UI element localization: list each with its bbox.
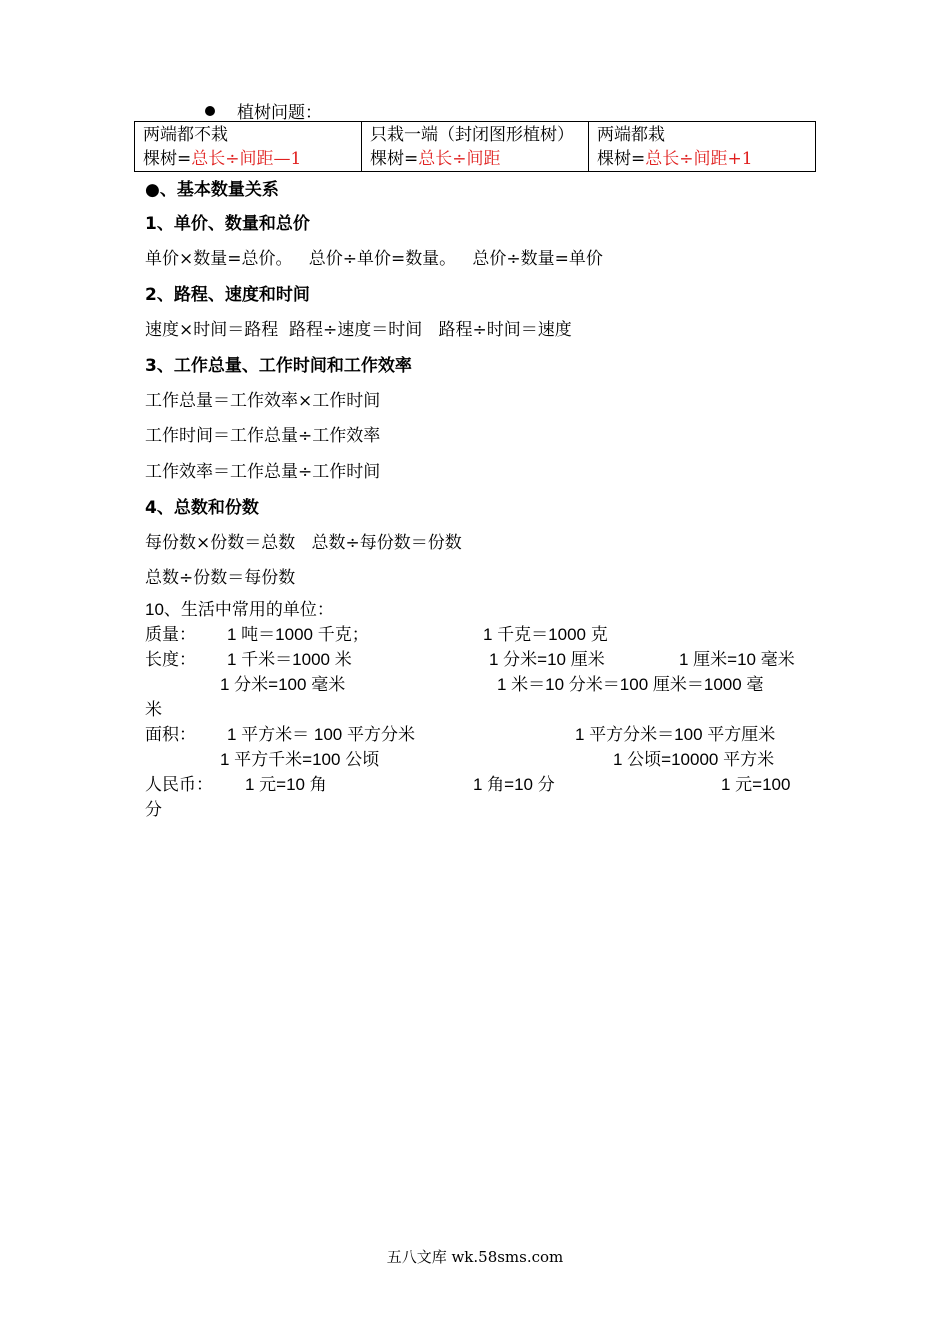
length-row [145,647,825,672]
formula-label: 棵树= [370,149,419,169]
formula-text: 总长÷间距—1 [191,149,302,169]
length-unit-wrap: 米 [145,700,162,719]
area-unit: 1 平方千米=100 公顷 [220,750,380,769]
rmb-unit: 1 元=10 角 [245,775,327,794]
formula-label: 棵树= [597,149,646,169]
cell-heading: 两端都栽 [597,125,665,145]
section-2-title: 2、路程、速度和时间 [145,285,310,305]
mass-row [145,622,825,647]
formula-text: 总长÷间距+1 [645,149,753,169]
length-unit: 1 米＝10 分米＝100 厘米＝1000 毫 [497,675,764,694]
length-unit: 1 厘米=10 毫米 [679,650,795,669]
mass-unit: 1 千克＝1000 克 [483,625,608,644]
page-footer: 五八文库 wk.58sms.com [386,1248,564,1266]
length-unit: 1 千米＝1000 米 [227,650,352,669]
mass-label: 质量： [145,625,196,644]
section-3-title: 3、工作总量、工作时间和工作效率 [145,356,412,376]
rmb-row-wrap [145,797,825,822]
formula-text: 总长÷间距 [418,149,501,169]
rmb-unit: 1 元=100 [721,775,791,794]
table-cell [135,122,362,172]
table-cell [362,122,589,172]
table-cell [589,122,816,172]
length-unit: 1 分米=100 毫米 [220,675,346,694]
bullet-icon [205,106,215,116]
formula-label: 棵树= [143,149,192,169]
rmb-unit-wrap: 分 [145,800,162,819]
tree-problem-title: 植树问题： [237,103,322,123]
area-unit: 1 公顷=10000 平方米 [613,750,775,769]
area-unit: 1 平方米＝ 100 平方分米 [227,725,415,744]
length-label: 长度： [145,650,196,669]
tree-problem-table [134,121,816,172]
section-1-line: 单价×数量=总价。 总价÷单价=数量。 总价÷数量=单价 [145,249,603,269]
area-unit: 1 平方分米＝100 平方厘米 [575,725,776,744]
cell-formula-line [370,147,582,171]
area-row [145,722,825,747]
tree-problem-heading [205,98,322,123]
table-row [135,122,816,172]
area-row-2 [145,747,825,772]
section-4-line: 总数÷份数＝每份数 [145,568,296,588]
rmb-row [145,772,825,797]
cell-formula-line [597,147,809,171]
section-3-line: 工作时间＝工作总量÷工作效率 [145,426,381,446]
length-row-wrap [145,697,825,722]
length-unit: 1 分米=10 厘米 [489,650,605,669]
rmb-label: 人民币： [145,775,213,794]
section-4-line: 每份数×份数＝总数 总数÷每份数＝份数 [145,533,462,553]
section-4-title: 4、总数和份数 [145,498,259,518]
section-3-line: 工作总量＝工作效率×工作时间 [145,391,381,411]
units-section [145,597,825,822]
rmb-unit: 1 角=10 分 [473,775,555,794]
length-row-2 [145,672,825,697]
cell-heading: 只栽一端（封闭图形植树） [370,125,574,145]
section-1-title: 1、单价、数量和总价 [145,214,310,234]
cell-formula-line [143,147,355,171]
units-title: 10、生活中常用的单位： [145,600,334,619]
area-label: 面积： [145,725,196,744]
cell-heading: 两端都不栽 [143,125,228,145]
section-3-line: 工作效率＝工作总量÷工作时间 [145,462,381,482]
mass-unit: 1 吨＝1000 千克； [227,625,369,644]
basic-relations-heading: ●、基本数量关系 [145,180,279,200]
units-title-row [145,597,825,622]
section-2-line: 速度×时间＝路程 路程÷速度＝时间 路程÷时间＝速度 [145,320,572,340]
